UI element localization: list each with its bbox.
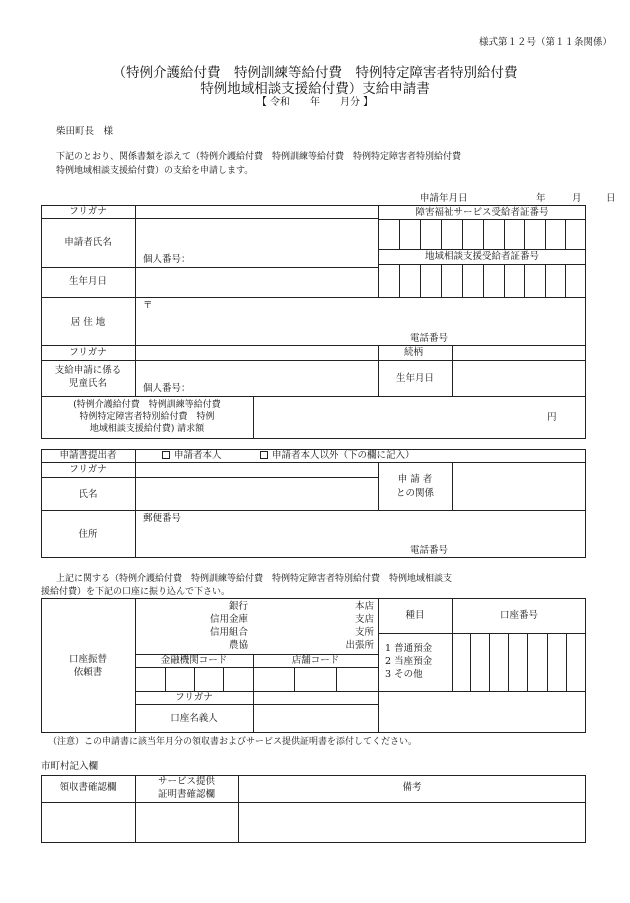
submitter-option-self[interactable] — [162, 450, 222, 462]
form-title-line1: （特例介護給付費 特例訓練等給付費 特例特定障害者特別給付費 — [112, 65, 518, 81]
service-check-line2: 証明書確認欄 — [157, 789, 215, 800]
submitter-name-label: 氏名 — [78, 489, 98, 500]
regional-cert-label: 地域相談支援受給者証番号 — [424, 251, 539, 262]
form-number: 様式第１２号（第１１条関係） — [478, 37, 612, 48]
submitter-address-label: 住所 — [78, 529, 98, 540]
applicant-furigana-label: フリガナ — [69, 206, 107, 217]
inst-type-nokyo: 農協 — [228, 640, 248, 651]
submitter-furigana-label: フリガナ — [69, 464, 107, 475]
account-number-label: 口座番号 — [499, 610, 538, 621]
child-relation-label: 続柄 — [404, 347, 424, 358]
service-check-line1: サービス提供 — [157, 776, 215, 787]
submitter-relation-line1: 申 請 者 — [397, 474, 433, 485]
account-kind-ordinary: 1 普通預金 — [385, 643, 433, 654]
inst-type-bank: 銀行 — [228, 601, 248, 612]
application-date-label: 申請年月日 — [420, 193, 468, 204]
branch-type-office: 支所 — [354, 627, 374, 638]
claim-label-line2: 特例特定障害者特別給付費 特例 — [79, 412, 215, 422]
submitter-option-other[interactable] — [260, 450, 415, 462]
bank-section-line1: 口座振替 — [68, 654, 107, 665]
submitter-option-self-label: 申請者本人 — [174, 450, 222, 461]
application-date-month: 月 — [572, 193, 582, 204]
receipt-check-label: 領収書確認欄 — [59, 782, 117, 793]
welfare-cert-label: 障害福祉サービス受給者証番号 — [415, 207, 549, 218]
application-date-day: 日 — [606, 193, 616, 204]
submitter-postal-label: 郵便番号 — [143, 513, 182, 524]
addressee: 柴田町長 様 — [56, 126, 114, 137]
bank-intro-line1: 上記に関する（特例介護給付費 特例訓練等給付費 特例特定障害者特別給付費 特例地域相談支 — [56, 574, 453, 584]
branch-type-main: 本店 — [354, 601, 374, 612]
bank-section-line2: 依頼書 — [73, 667, 103, 678]
applicant-personal-number-label: 個人番号： — [143, 254, 191, 265]
applicant-birth-label: 生年月日 — [68, 276, 107, 287]
branch-type-branch: 支店 — [354, 614, 374, 625]
child-name-line2: 児童氏名 — [68, 378, 107, 389]
period-label: 【 令和 年 月分 】 — [256, 97, 374, 108]
submitter-relation-line2: との関係 — [395, 488, 434, 499]
application-date-year: 年 — [536, 193, 546, 204]
child-personal-number-label: 個人番号： — [143, 383, 191, 394]
submitter-phone-label: 電話番号 — [410, 545, 449, 556]
submitter-label: 申請書提出者 — [59, 450, 117, 461]
intro-line1: 下記のとおり、関係書類を添えて（特例介護給付費 特例訓練等給付費 特例特定障害者特別給付費 — [56, 152, 462, 162]
child-name-line1: 支給申請に係る — [54, 365, 122, 376]
applicant-address-label: 居 住 地 — [70, 317, 106, 328]
municipal-section-label: 市町村記入欄 — [41, 761, 99, 772]
inst-type-shinkin: 信用金庫 — [209, 614, 248, 625]
bank-intro-line2: 援給付費）を下記の口座に振り込んで下さい。 — [41, 587, 231, 597]
holder-furigana-label: フリガナ — [175, 692, 213, 703]
claim-label-line3: 地域相談支援給付費) 請求額 — [89, 424, 205, 434]
child-furigana-label: フリガナ — [69, 347, 107, 358]
applicant-name-label: 申請者氏名 — [64, 237, 112, 248]
applicant-postal-mark: 〒 — [143, 300, 153, 311]
account-kind-label: 種目 — [405, 610, 425, 621]
branch-code-label: 店舗コード — [291, 655, 340, 666]
account-kind-current: 2 当座預金 — [385, 656, 433, 667]
branch-type-sub: 出張所 — [345, 640, 374, 651]
form-title-line2: 特例地域相談支援給付費）支給申請書 — [200, 81, 430, 97]
remarks-label: 備考 — [402, 782, 422, 793]
inst-type-kumiai: 信用組合 — [209, 627, 248, 638]
checkbox-other[interactable] — [260, 451, 268, 459]
applicant-phone-label: 電話番号 — [410, 333, 449, 344]
submitter-option-other-label: 申請者本人以外（下の欄に記入） — [272, 450, 415, 461]
checkbox-self[interactable] — [162, 451, 170, 459]
account-holder-label: 口座名義人 — [170, 713, 218, 724]
inst-code-label: 金融機関コード — [160, 655, 228, 666]
account-kind-other: 3 その他 — [385, 669, 423, 680]
intro-line2: 特例地域相談支援給付費）の支給を申請します。 — [56, 166, 254, 176]
attachment-note: （注意）この申請書に該当年月分の領収書およびサービス提供証明書を添付してください。 — [48, 737, 418, 747]
claim-label-line1: (特例介護給付費 特例訓練等給付費 — [73, 400, 221, 410]
claim-yen-unit: 円 — [547, 412, 557, 423]
child-birth-label: 生年月日 — [395, 373, 434, 384]
